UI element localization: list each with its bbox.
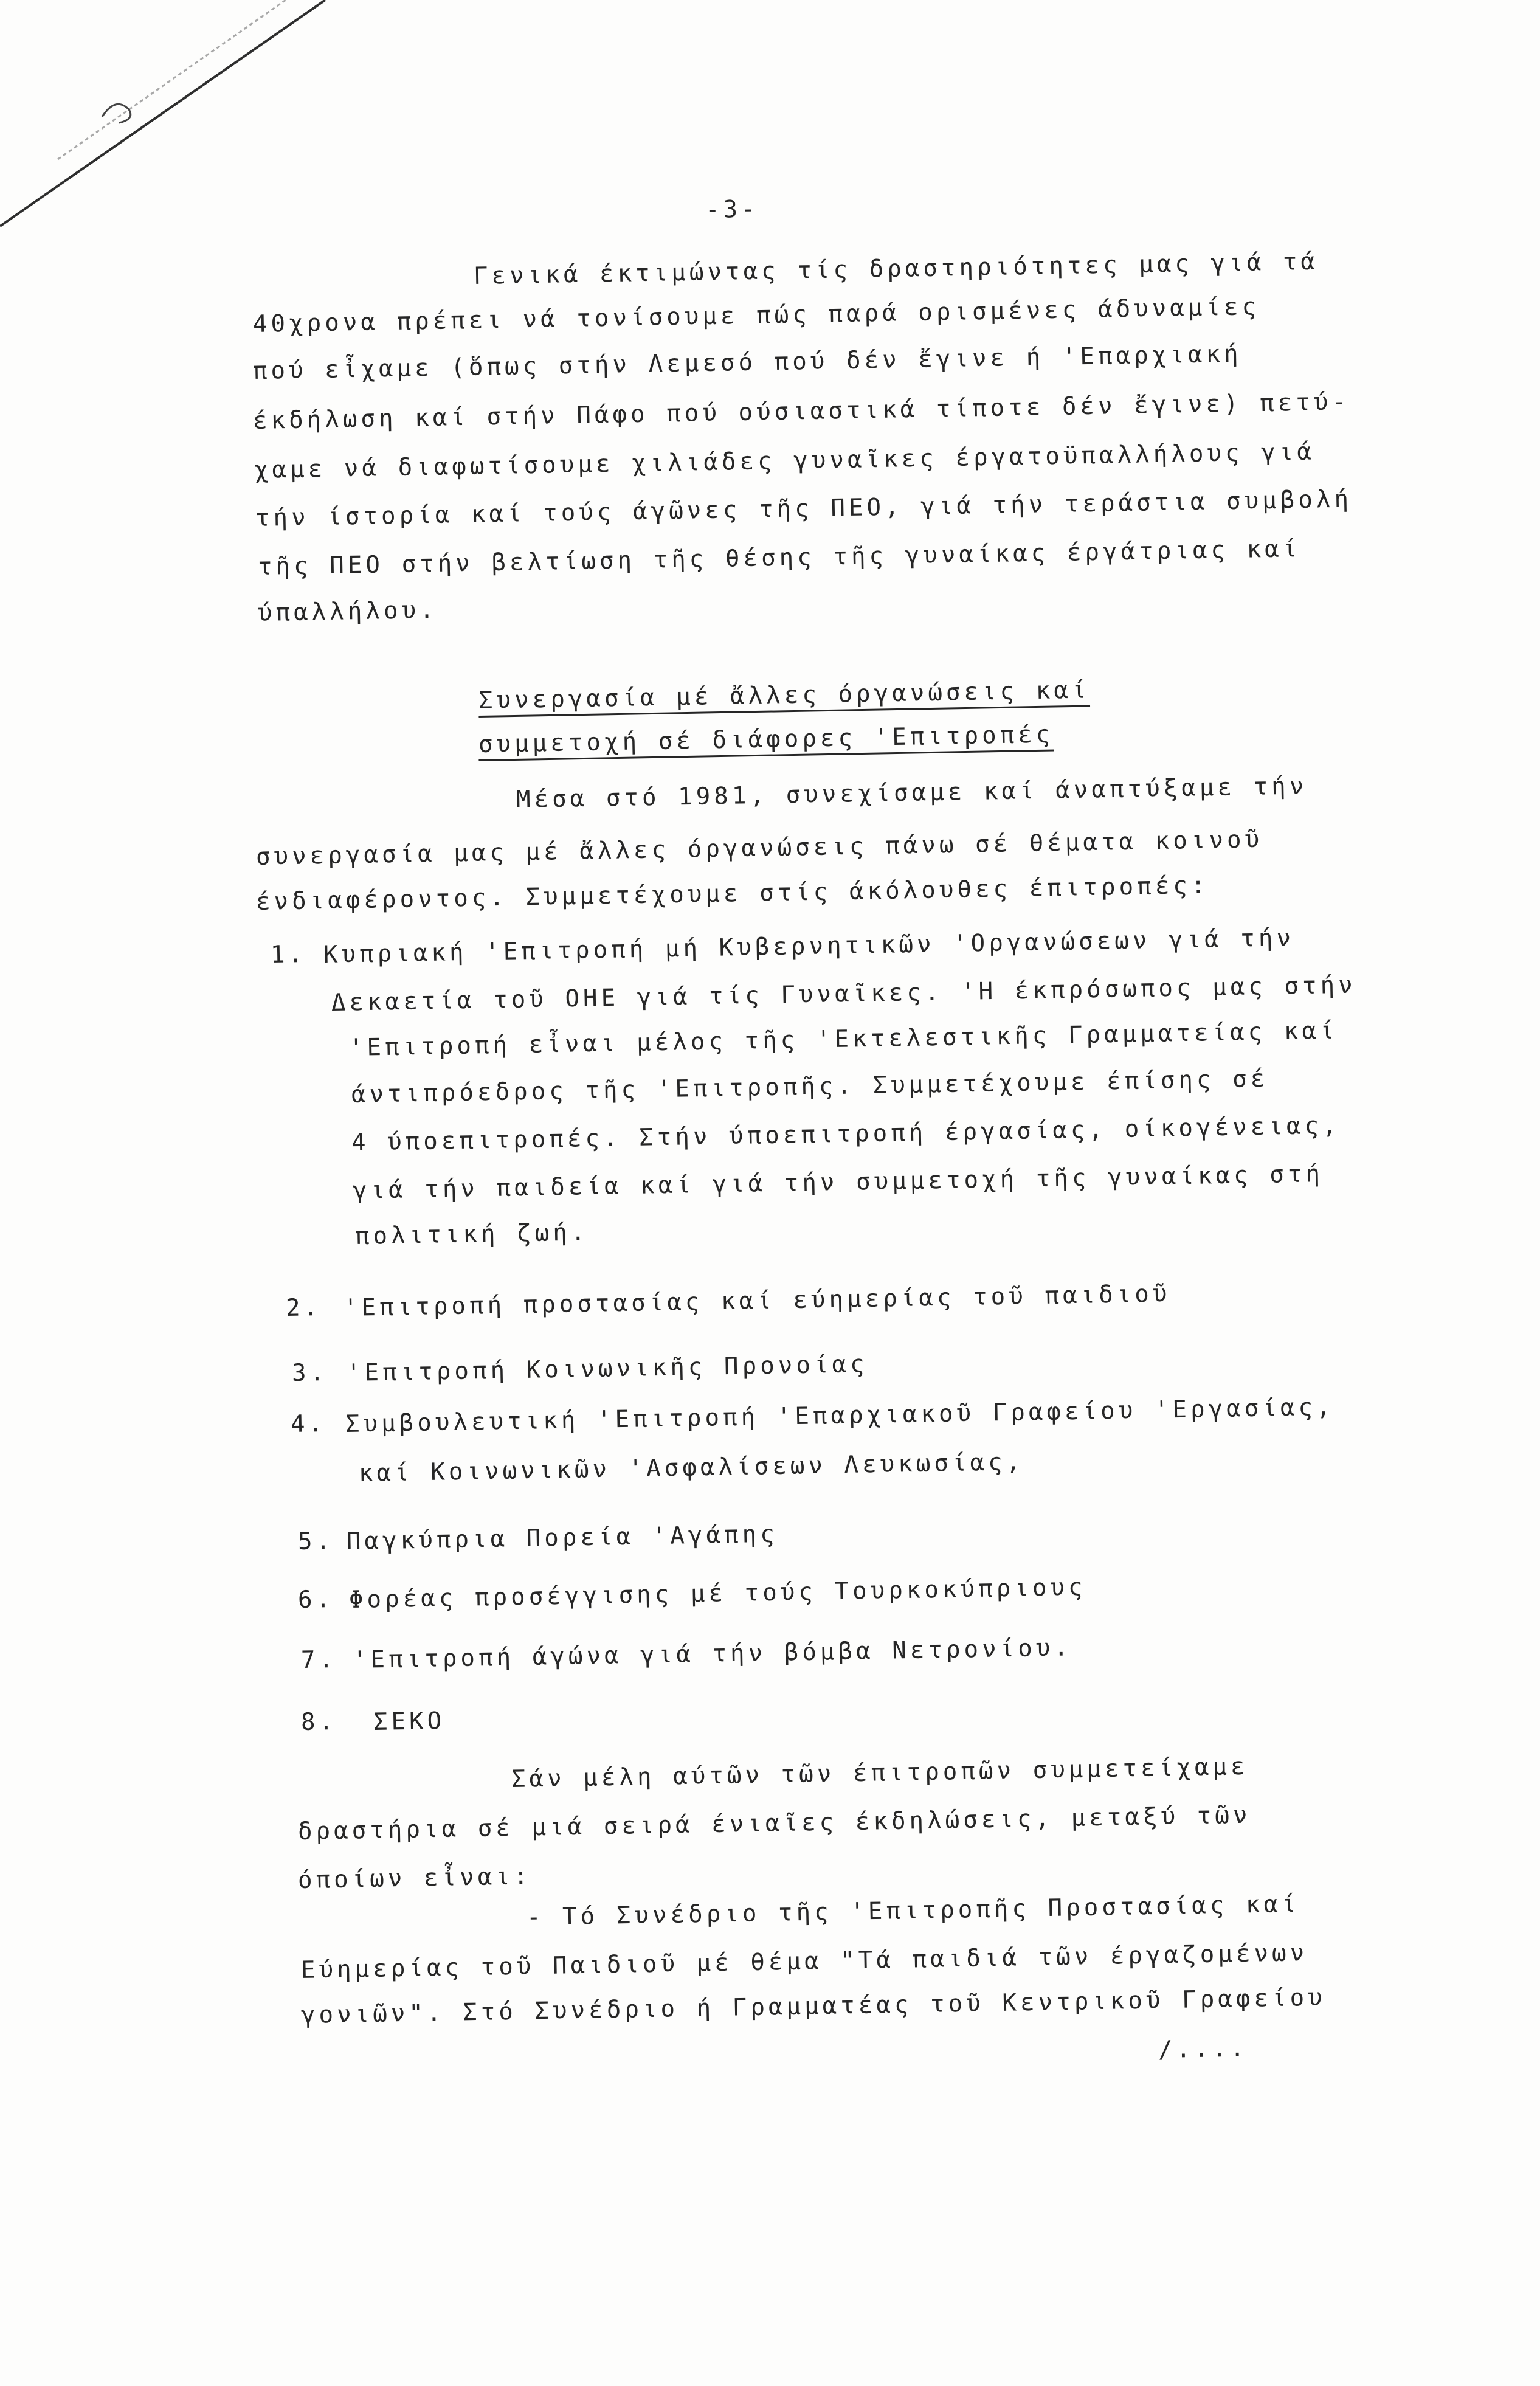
list-item-text: 'Επιτροπή άγώνα γιά τήν βόμβα Νετρονίου.: [352, 1634, 1072, 1674]
list-item-text: 'Επιτροπή προστασίας καί εύημερίας τοῦ παιδιοῦ: [343, 1280, 1171, 1322]
activities-line: - Τό Συνέδριο τῆς 'Επιτροπῆς Προστασίας καί: [526, 1890, 1300, 1931]
list-item-text: γιά τήν παιδεία καί γιά τήν συμμετοχή τῆς γυναίκας στή: [352, 1160, 1324, 1205]
intro-line: τήν ίστορία καί τούς άγῶνες τῆς ΠΕΟ, γιά τήν τεράστια συμβολή: [255, 485, 1353, 532]
page-number: -3-: [705, 195, 760, 224]
cooperation-line: ένδιαφέροντος. Συμμετέχουμε στίς άκόλουθες έπιτροπές:: [255, 871, 1209, 916]
intro-line: χαμε νά διαφωτίσουμε χιλιάδες γυναῖκες έργατοϋπαλλήλους γιά: [254, 438, 1316, 484]
list-item-text: 'Επιτροπή Κοινωνικῆς Προνοίας: [346, 1350, 869, 1387]
list-item-number: 6.: [297, 1585, 334, 1614]
list-item-text: Δεκαετία τοῦ ΟΗΕ γιά τίς Γυναῖκες. 'Η έκπρόσωπος μας στήν: [331, 971, 1357, 1017]
activities-line: Σάν μέλη αύτῶν τῶν έπιτροπῶν συμμετείχαμε: [511, 1752, 1249, 1793]
list-item-number: 3.: [291, 1358, 328, 1387]
list-item-text: Φορέας προσέγγισης μέ τούς Τουρκοκύπριους: [348, 1573, 1086, 1614]
intro-line: τῆς ΠΕΟ στήν βελτίωση τῆς θέσης τῆς γυναίκας έργάτριας καί: [257, 535, 1301, 581]
list-item-text: Συμβουλευτική 'Επιτροπή 'Επαρχιακοῦ Γραφείου 'Εργασίας,: [345, 1393, 1335, 1438]
list-item-text: Παγκύπρια Πορεία 'Αγάπης: [346, 1520, 779, 1555]
intro-line: έκδήλωση καί στήν Πάφο πού ούσιαστικά τίποτε δέν ἔγινε) πετύ-: [252, 388, 1350, 435]
intro-line: πού εἶχαμε (ὅπως στήν Λεμεσό πού δέν ἔγινε ή 'Επαρχιακή: [252, 340, 1243, 385]
list-item-number: 4.: [290, 1409, 327, 1438]
cooperation-line: συνεργασία μας μέ ἄλλες όργανώσεις πάνω σέ θέματα κοινοῦ: [255, 826, 1263, 871]
intro-line: 40χρονα πρέπει νά τονίσουμε πώς παρά ορισμένες άδυναμίες: [252, 293, 1260, 338]
list-item-text: ΣΕΚΟ: [373, 1707, 446, 1736]
activities-line: Εύημερίας τοῦ Παιδιοῦ μέ θέμα "Τά παιδιά τῶν έργαζομένων: [300, 1939, 1308, 1984]
list-item-number: 2.: [285, 1293, 322, 1322]
list-item-text: άντιπρόεδρος τῆς 'Επιτροπῆς. Συμμετέχουμε έπίσης σέ: [351, 1065, 1269, 1108]
list-item-text: πολιτική ζωή.: [354, 1219, 589, 1250]
cooperation-line: Μέσα στό 1981, συνεχίσαμε καί άναπτύξαμε τήν: [516, 772, 1308, 814]
list-item-text: Κυπριακή 'Επιτροπή μή Κυβερνητικῶν 'Οργανώσεων γιά τήν: [323, 924, 1295, 969]
intro-line: Γενικά έκτιμώντας τίς δραστηριότητες μας γιά τά: [473, 247, 1319, 290]
list-item-number: 7.: [300, 1645, 337, 1674]
scan-mark-line: [0, 0, 365, 255]
section-heading: Συνεργασία μέ ἄλλες όργανώσεις καί: [478, 676, 1090, 714]
list-item-text: 'Επιτροπή εἶναι μέλος τῆς 'Εκτελεστικῆς Γραμματείας καί: [348, 1017, 1339, 1062]
list-item-number: 5.: [297, 1527, 334, 1555]
intro-line: ύπαλλήλου.: [257, 596, 438, 627]
continuation-mark: /....: [1158, 2035, 1249, 2064]
list-item-text: καί Κοινωνικῶν 'Ασφαλίσεων Λευκωσίας,: [358, 1448, 1024, 1487]
section-heading: συμμετοχή σέ διάφορες 'Επιτροπές: [478, 721, 1054, 758]
activities-line: όποίων εἶναι:: [297, 1862, 532, 1894]
activities-line: γονιῶν". Στό Συνέδριο ή Γραμματέας τοῦ Κεντρικοῦ Γραφείου: [300, 1983, 1327, 2029]
list-item-text: 4 ύποεπιτροπές. Στήν ύποεπιτροπή έργασίας, οίκογένειας,: [351, 1112, 1341, 1157]
list-item-number: 1.: [270, 940, 307, 969]
activities-line: δραστήρια σέ μιά σειρά ένιαῖες έκδηλώσεις, μεταξύ τῶν: [297, 1801, 1251, 1845]
list-item-number: 8.: [300, 1707, 337, 1736]
